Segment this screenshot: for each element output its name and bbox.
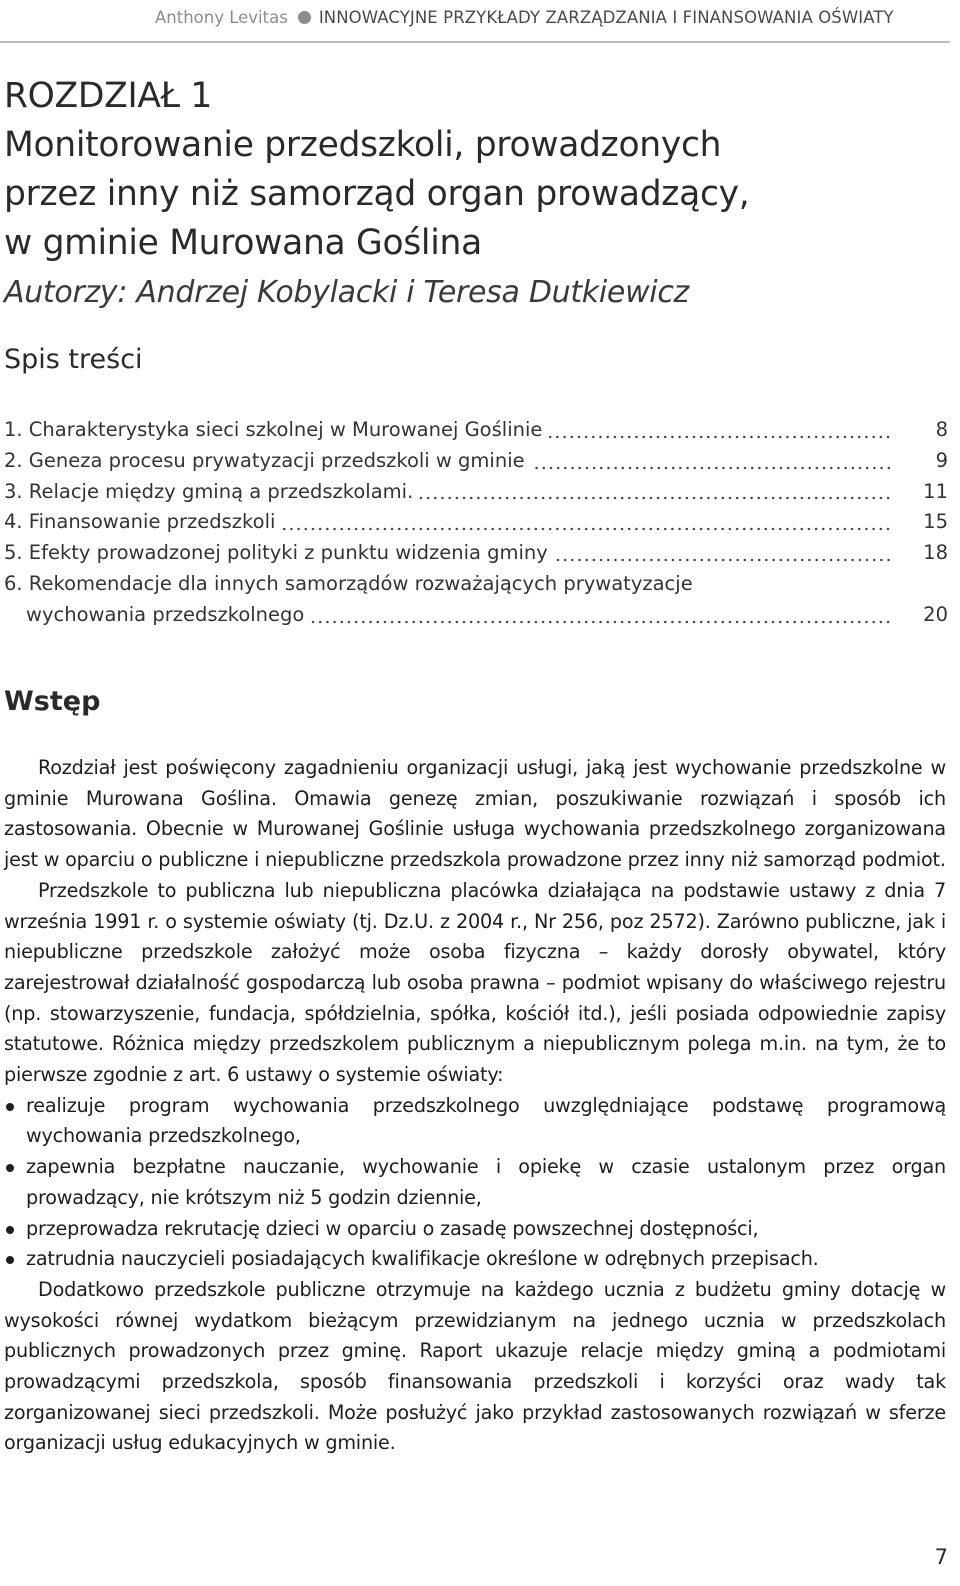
toc-entry[interactable] [4,477,948,508]
toc-entry[interactable] [4,569,948,631]
bullet-list [4,1091,946,1275]
toc-entry-page: 20 [923,602,948,626]
toc-entry[interactable] [4,538,948,569]
dot-leader [419,496,892,500]
bullet-dot-icon [298,11,311,24]
dot-leader [531,466,892,470]
toc-entry-page: 9 [935,448,948,472]
toc-entry-title: 6. Rekomendacje dla innych samorządów rozważających prywatyzacje [4,571,693,595]
toc-entry-title: 5. Efekty prowadzonej polityki z punktu widzenia gminy [4,541,548,565]
chapter-authors: Autorzy: Andrzej Kobylacki i Teresa Dutkiewicz [4,275,689,310]
toc-entry[interactable] [4,507,948,538]
dot-leader [548,435,892,439]
toc-entry-title: 1. Charakterystyka sieci szkolnej w Murowanej Goślinie [4,418,543,441]
toc-entry-title: 4. Finansowanie przedszkoli [4,510,276,534]
header-book-title: INNOWACYJNE PRZYKŁADY ZARZĄDZANIA I FINANSOWANIA OŚWIATY [318,7,894,27]
page-number: 7 [934,1545,948,1569]
list-item: przeprowadza rekrutację dzieci w oparciu o zasadę powszechnej dostępności, [4,1214,946,1245]
dot-leader [281,527,892,531]
chapter-label: ROZDZIAŁ 1 [4,76,213,116]
toc-entry-title: 3. Relacje między gminą a przedszkolami. [4,479,414,503]
dot-leader [310,620,892,624]
chapter-title-line: w gminie Murowana Goślina [4,223,482,263]
toc-entry-page: 15 [923,510,948,534]
toc-entry[interactable] [4,415,948,446]
toc-entry-page: 18 [923,541,948,565]
list-item: realizuje program wychowania przedszkolnego uwzględniające podstawę programową wychowania przedszkolnego, [4,1091,946,1152]
dot-leader [554,558,892,562]
paragraph: Rozdział jest poświęcony zagadnieniu organizacji usługi, jaką jest wychowanie przedszkolne w gminie Murowana Goślina. Omawia genezę zmian, poszukiwanie rozwiązań i sposób ich zastosowania. Obecnie w Murowanej Goślinie usługa wychowania przedszkolnego zorganizowana jest w oparciu o publiczne i niepubliczne przedszkola prowadzone przez inny niż samorząd podmiot. [4,756,946,872]
chapter-title-line: Monitorowanie przedszkoli, prowadzonych [4,125,722,165]
toc-heading: Spis treści [4,344,143,375]
chapter-title-block [4,72,944,318]
header-divider [0,41,950,43]
chapter-title-line: przez inny niż samorząd organ prowadzący, [4,174,750,214]
toc-entry-title: 2. Geneza procesu prywatyzacji przedszkoli w gminie [4,448,525,472]
table-of-contents [4,415,948,631]
toc-entry-page: 8 [935,418,948,441]
toc-entry-page: 11 [923,479,948,503]
running-header [155,4,945,30]
paragraph: Przedszkole to publiczna lub niepubliczna placówka działająca na podstawie ustawy z dnia 7 września 1991 r. o systemie oświaty (tj. Dz.U. z 2004 r., Nr 256, poz 2572). Zarówno publiczne, jak i niepubliczne przedszkole założyć może osoba fizyczna – każdy dorosły obywatel, który zarejestrował działalność gospodarczą lub osoba prawna – podmiot wpisany do właściwego rejestru (np. stowarzyszenie, fundacja, spółdzielnia, spółka, kościół itd.), jeśli posiada odpowiednie zapisy statutowe. Różnica między przedszkolem publicznym a niepublicznym polega m.in. na tym, że to pierwsze zgodnie z art. 6 ustawy o systemie oświaty: [4,878,946,1087]
toc-entry[interactable] [4,446,948,477]
section-body [4,753,946,1459]
toc-entry-title-continuation: wychowania przedszkolnego [26,602,305,626]
section-heading-intro: Wstęp [4,686,101,717]
paragraph: Dodatkowo przedszkole publiczne otrzymuje na każdego ucznia z budżetu gminy dotację w wysokości równej wydatkom bieżącym przewidzianym na jednego ucznia w przedszkolach publicznych prowadzonych przez gminę. Raport ukazuje relacje między gminą a podmiotami prowadzącymi przedszkola, sposób finansowania przedszkoli i korzyści oraz wady tak zorganizowanej sieci przedszkoli. Może posłużyć jako przykład zastosowanych rozwiązań w sferze organizacji usług edukacyjnych w gminie. [4,1277,946,1455]
header-author: Anthony Levitas [155,7,288,27]
list-item: zatrudnia nauczycieli posiadających kwalifikacje określone w odrębnych przepisach. [4,1244,946,1275]
list-item: zapewnia bezpłatne nauczanie, wychowanie i opiekę w czasie ustalonym przez organ prowadzący, nie krótszym niż 5 godzin dziennie, [4,1152,946,1213]
